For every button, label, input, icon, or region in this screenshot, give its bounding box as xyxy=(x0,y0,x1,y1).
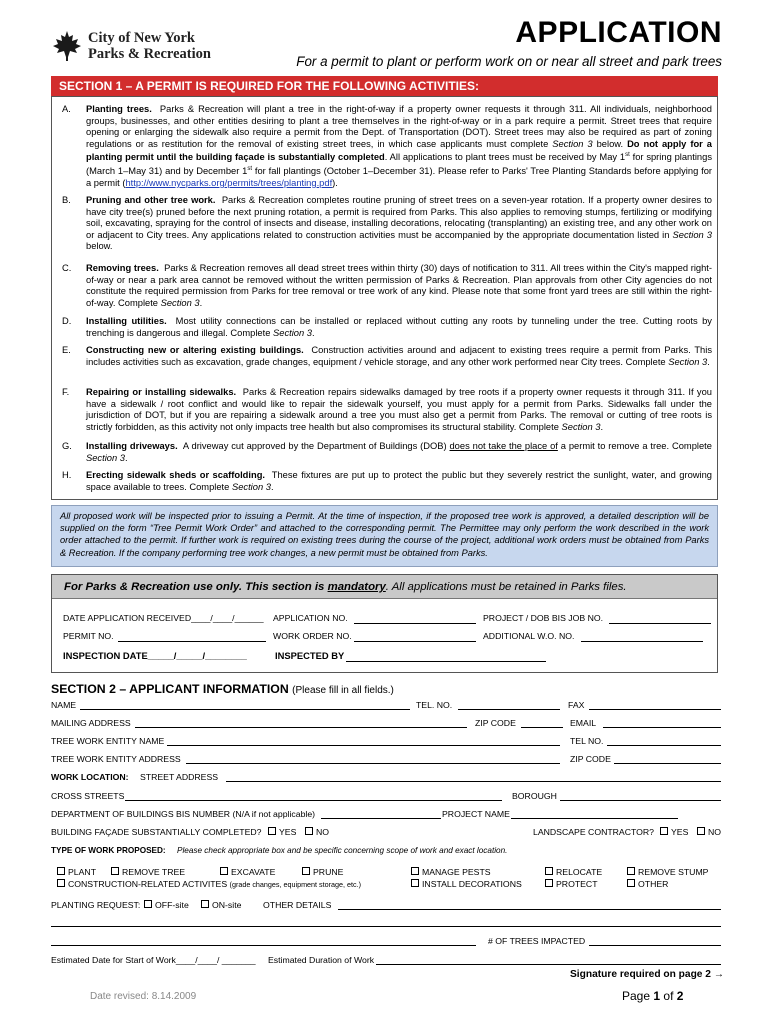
option-label: INSTALL DECORATIONS xyxy=(422,879,522,889)
option-label: PRUNE xyxy=(313,867,344,877)
mailing-address-label: MAILING ADDRESS xyxy=(51,718,131,728)
other-details-line-3[interactable] xyxy=(51,945,476,946)
option-label: REMOVE TREE xyxy=(122,867,186,877)
facade-yes-option[interactable] xyxy=(268,827,296,837)
entity-address-label: TREE WORK ENTITY ADDRESS xyxy=(51,754,181,764)
option-label: NO xyxy=(708,827,722,837)
duration-field[interactable] xyxy=(376,964,721,965)
work-other-option[interactable] xyxy=(627,879,668,889)
option-label: MANAGE PESTS xyxy=(422,867,491,877)
option-label: REMOVE STUMP xyxy=(638,867,709,877)
application-no-field[interactable] xyxy=(354,623,476,624)
parks-head-rest: . All applications must be retained in Parks files. xyxy=(385,581,627,593)
on-site-option[interactable] xyxy=(201,900,241,910)
trees-impacted-label: # OF TREES IMPACTED xyxy=(488,936,586,946)
application-no-label: APPLICATION NO. xyxy=(273,613,348,623)
item-title: Installing driveways. xyxy=(86,441,178,451)
item-text: . xyxy=(311,327,315,338)
date-revised: Date revised: 8.14.2009 xyxy=(90,991,197,1002)
fax-field[interactable] xyxy=(589,709,721,710)
work-order-no-label: WORK ORDER NO. xyxy=(273,631,352,641)
work-manage-pests-option[interactable] xyxy=(411,867,491,877)
parks-head-underline: mandatory xyxy=(327,581,386,593)
option-label: ON-site xyxy=(212,900,242,910)
entity-tel-field[interactable] xyxy=(607,745,721,746)
option-label: OTHER xyxy=(638,879,669,889)
checkbox[interactable] xyxy=(545,867,553,875)
cross-streets-field[interactable] xyxy=(125,800,502,801)
borough-label: BOROUGH xyxy=(512,791,557,801)
activity-item-d xyxy=(62,316,712,339)
item-text: These fixtures are put up to protect the public but they severely restrict the sunlight, water, and growing space available to trees. Complete xyxy=(86,470,712,492)
permit-no-field[interactable] xyxy=(118,641,266,642)
additional-wo-label: ADDITIONAL W.O. NO. xyxy=(483,631,575,641)
item-text: . xyxy=(600,421,604,432)
entity-tel-label: TEL NO. xyxy=(570,736,604,746)
checkbox[interactable] xyxy=(411,867,419,875)
option-label: PROTECT xyxy=(556,879,598,889)
checkbox[interactable] xyxy=(627,867,635,875)
mailing-address-field[interactable] xyxy=(135,727,467,728)
activity-item-e xyxy=(62,345,712,368)
page-title: APPLICATION xyxy=(515,16,722,49)
work-order-no-field[interactable] xyxy=(354,641,476,642)
item-text: Parks & Recreation removes all dead street trees within thirty (30) days of notification to 311. All trees within the City's mapped right-of-way or near a park area cannot be removed without the written permission of Parks & Recreation. Plan approvals from other City agencies do not constitute the required permission from Parks for tree removal or tree work of any kind. Please note that some front yard trees are still within the right-of-way. Complete xyxy=(86,263,712,308)
project-dob-label: PROJECT / DOB BIS JOB NO. xyxy=(483,613,604,623)
checkbox[interactable] xyxy=(411,879,419,887)
inspected-by-field[interactable] xyxy=(346,661,546,662)
duration-label: Estimated Duration of Work xyxy=(268,955,375,965)
entity-address-field[interactable] xyxy=(186,763,560,764)
section-ref: Section 3 xyxy=(86,452,125,463)
item-text: for fall plantings (October 1–December 31). Please refer to Parks' Tree Planting Standards before applying for a permit ( xyxy=(86,166,713,188)
name-field[interactable] xyxy=(80,709,410,710)
maple-leaf-icon xyxy=(52,30,82,62)
item-text: Parks & Recreation repairs sidewalks damaged by tree roots if a property owner requests it through 311. If you have a sidewalk / root conflict and would like to repair the sidewalk yourself, you must apply for a permit from Parks. Sidewalks fall under the jurisdiction of DOT, but if you are repairing a sidewalk around a tree you must also get a permit from Parks. The removal or cutting of tree roots is strictly forbidden, as this activity not only impacts tree health but also compromises its structural stability. Complete xyxy=(86,387,712,432)
checkbox[interactable] xyxy=(201,900,209,908)
zip-label: ZIP CODE xyxy=(475,718,516,728)
item-title: Installing utilities. xyxy=(86,316,167,326)
item-text: for spring plantings (March 1–May 31) and by December 1 xyxy=(86,152,712,177)
item-text: ). xyxy=(332,177,338,188)
zip-field[interactable] xyxy=(521,727,563,728)
option-label: EXCAVATE xyxy=(231,867,276,877)
item-text: . All applications to plant trees must be received by May 1 xyxy=(384,152,626,163)
org-line1: City of New York xyxy=(88,30,195,46)
option-label: RELOCATE xyxy=(556,867,603,877)
item-letter: H. xyxy=(62,470,72,480)
item-text: Parks & Recreation completes routine pruning of street trees on a seven-year rotation. If a property owner desires to have city tree(s) pruned before the next pruning rotation, a permit is required from Parks. This also applies to removing stumps, fertilizing or modifying soil, excavating, spraying for the control of insects and disease, installing decorations, relocating (transplanting) an existing tree, and any other work on or adjacent to City trees. Any applications related to construction activities must be accompanied by the appropriate documentation listed in xyxy=(86,195,712,240)
borough-field[interactable] xyxy=(560,800,721,801)
entity-zip-label: ZIP CODE xyxy=(570,754,611,764)
work-construction-option[interactable] xyxy=(57,879,361,889)
signature-note xyxy=(570,969,724,980)
section2-note: (Please fill in all fields.) xyxy=(292,685,394,696)
section-ref: Section 3 xyxy=(668,356,708,367)
checkbox[interactable] xyxy=(545,879,553,887)
work-remove-tree-option[interactable] xyxy=(111,867,185,877)
inspection-notice: All proposed work will be inspected prior to issuing a Permit. At the time of inspection, if the proposed tree work is approved, a detailed description will be supplied on the form “Tree Permit Work Order” and attached to the corresponding permit. The Permittee may only perform the work described in the work order attached to the permit. If further work is required on existing trees during the course of the project, additional work orders must be obtained from Parks & Recreation. If the company performing tree work changes, a new permit must be obtained from Parks. xyxy=(51,505,718,567)
item-title: Pruning and other tree work. xyxy=(86,195,216,205)
page-total: 2 xyxy=(676,989,684,1003)
inspection-date-field[interactable]: INSPECTION DATE_____/_____/________ xyxy=(63,650,247,661)
entity-name-label: TREE WORK ENTITY NAME xyxy=(51,736,165,746)
off-site-option[interactable] xyxy=(144,900,189,910)
other-details-label: OTHER DETAILS xyxy=(263,900,332,910)
checkbox[interactable] xyxy=(220,867,228,875)
project-name-field[interactable] xyxy=(511,818,678,819)
checkbox[interactable] xyxy=(660,827,668,835)
item-underline-text: does not take the place of xyxy=(449,441,558,451)
item-bold-text: Do not apply for a planting permit until the building façade is substantially completed xyxy=(86,138,712,163)
option-label: OFF-site xyxy=(155,900,189,910)
item-letter: G. xyxy=(62,441,72,451)
start-date-field[interactable]: Estimated Date for Start of Work____/____/ _______ xyxy=(51,955,256,965)
entity-zip-field[interactable] xyxy=(614,763,721,764)
checkbox[interactable] xyxy=(697,827,705,835)
item-title: Erecting sidewalk sheds or scaffolding. xyxy=(86,470,265,480)
option-label: CONSTRUCTION-RELATED ACTIVITES xyxy=(68,879,228,889)
section2-heading xyxy=(51,682,394,696)
activity-item-c xyxy=(62,263,712,309)
work-plant-option[interactable] xyxy=(57,867,96,877)
superscript: st xyxy=(247,166,253,173)
street-address-label: STREET ADDRESS xyxy=(140,772,219,782)
item-text: . xyxy=(124,452,128,463)
item-text: below. xyxy=(86,241,113,252)
item-title: Constructing new or altering existing buildings. xyxy=(86,345,304,355)
item-letter: F. xyxy=(62,387,70,397)
option-label: PLANT xyxy=(68,867,97,877)
option-note: (grade changes, equipment storage, etc.) xyxy=(229,880,361,889)
section-ref: Section 3 xyxy=(160,297,200,308)
work-remove-stump-option[interactable] xyxy=(627,867,708,877)
landscape-no-option[interactable] xyxy=(697,827,721,837)
work-type-note: Please check appropriate box and be specific concerning scope of work and exact location. xyxy=(177,846,508,855)
additional-wo-field[interactable] xyxy=(581,641,703,642)
section-ref: Section 3 xyxy=(552,138,593,149)
project-name-label: PROJECT NAME xyxy=(442,809,510,819)
checkbox[interactable] xyxy=(111,867,119,875)
checkbox[interactable] xyxy=(302,867,310,875)
planting-standards-link[interactable]: http://www.nycparks.org/permits/trees/planting.pdf xyxy=(125,177,333,188)
section-ref: Section 3 xyxy=(273,327,312,338)
option-label: YES xyxy=(671,827,689,837)
page-subtitle: For a permit to plant or perform work on or near all street and park trees xyxy=(296,54,722,69)
section-ref: Section 3 xyxy=(561,421,601,432)
item-text: a permit to remove a tree. Complete xyxy=(560,441,712,451)
checkbox[interactable] xyxy=(627,879,635,887)
planting-request-label: PLANTING REQUEST: xyxy=(51,900,141,910)
checkbox[interactable] xyxy=(57,879,65,887)
trees-impacted-field[interactable] xyxy=(589,945,721,946)
name-label: NAME xyxy=(51,700,77,710)
item-text: . xyxy=(199,297,203,308)
dob-bis-field[interactable] xyxy=(321,818,441,819)
item-title: Removing trees. xyxy=(86,263,159,273)
project-dob-field[interactable] xyxy=(609,623,711,624)
activity-item-f xyxy=(62,387,712,433)
inspected-by-label: INSPECTED BY xyxy=(275,650,345,661)
section1-heading: SECTION 1 – A PERMIT IS REQUIRED FOR THE FOLLOWING ACTIVITIES: xyxy=(51,76,718,96)
superscript: st xyxy=(625,152,630,159)
section-ref: Section 3 xyxy=(231,481,271,492)
checkbox[interactable] xyxy=(305,827,313,835)
org-line2: Parks & Recreation xyxy=(88,46,211,62)
work-install-decorations-option[interactable] xyxy=(411,879,522,889)
work-prune-option[interactable] xyxy=(302,867,343,877)
item-letter: B. xyxy=(62,195,71,205)
section-ref: Section 3 xyxy=(672,229,712,240)
page-current: 1 xyxy=(653,989,661,1003)
item-text: below. xyxy=(596,138,624,149)
item-letter: E. xyxy=(62,345,71,355)
arrow-right-icon: → xyxy=(713,969,724,980)
parks-head-bold: For Parks & Recreation use only. This section is xyxy=(64,581,325,593)
date-received-field[interactable]: DATE APPLICATION RECEIVED____/____/______ xyxy=(63,613,264,623)
item-text: A driveway cut approved by the Department of Buildings (DOB) xyxy=(182,441,447,451)
dob-bis-label: DEPARTMENT OF BUILDINGS BIS NUMBER (N/A if not applicable) xyxy=(51,809,316,819)
parks-use-heading xyxy=(52,575,717,599)
parks-logo xyxy=(52,30,211,62)
item-text: . xyxy=(270,481,274,492)
item-text: Parks & Recreation will plant a tree in the right-of-way if a property owner requests it through 311. All individuals, neighborhood groups, businesses, and other entities desiring to plant a tree themselves in the right-of-way or in a park require a permit. Street trees that require opening or enlarging the sidewalk also require a permit from the Dept. of Transportation (DOT). Street trees may also be required as part of zoning regulations or as restitution for the removal of existing street trees, in which case applicants must complete xyxy=(86,104,713,149)
work-excavate-option[interactable] xyxy=(220,867,275,877)
work-location-label: WORK LOCATION: xyxy=(51,772,129,782)
other-details-field[interactable] xyxy=(338,909,721,910)
tel-field[interactable] xyxy=(458,709,560,710)
item-letter: D. xyxy=(62,316,72,326)
activity-item-h xyxy=(62,470,712,493)
activity-item-g xyxy=(62,441,712,464)
cross-streets-label: CROSS STREETS xyxy=(51,791,125,801)
facade-complete-label: BUILDING FAÇADE SUBSTANTIALLY COMPLETED? xyxy=(51,827,262,837)
checkbox[interactable] xyxy=(144,900,152,908)
work-type-label: TYPE OF WORK PROPOSED: xyxy=(51,846,166,855)
item-text: Most utility connections can be installed or replaced without cutting any roots by tunneling under the tree. Cutting roots by trenching is dangerous and illegal. Complete xyxy=(86,316,712,338)
facade-no-option[interactable] xyxy=(305,827,329,837)
landscape-yes-option[interactable] xyxy=(660,827,688,837)
item-text: Construction activities around and adjacent to existing trees require a permit from Parks. This includes activities such as excavation, grade changes, equipment / vehicle storage, and any other work performed near City trees. Complete xyxy=(86,345,712,367)
landscape-contractor-label: LANDSCAPE CONTRACTOR? xyxy=(533,827,655,837)
other-details-line-2[interactable] xyxy=(51,926,721,927)
email-label: EMAIL xyxy=(570,718,597,728)
permit-no-label: PERMIT NO. xyxy=(63,631,114,641)
item-text: . xyxy=(707,356,710,367)
activity-item-a xyxy=(62,104,712,189)
entity-name-field[interactable] xyxy=(167,745,560,746)
tel-label: TEL. NO. xyxy=(416,700,453,710)
work-relocate-option[interactable] xyxy=(545,867,602,877)
parks-use-section xyxy=(51,574,718,673)
checkbox[interactable] xyxy=(57,867,65,875)
section2-title: SECTION 2 – APPLICANT INFORMATION xyxy=(51,682,289,696)
signature-text: Signature required on page 2 xyxy=(570,969,711,980)
item-letter: A. xyxy=(62,104,71,114)
option-label: NO xyxy=(316,827,330,837)
item-title: Planting trees. xyxy=(86,104,152,114)
street-address-field[interactable] xyxy=(226,781,721,782)
item-title: Repairing or installing sidewalks. xyxy=(86,387,237,397)
page-prefix: Page xyxy=(622,989,651,1003)
fax-label: FAX xyxy=(568,700,585,710)
option-label: YES xyxy=(279,827,297,837)
checkbox[interactable] xyxy=(268,827,276,835)
page-number xyxy=(622,989,683,1003)
activity-item-b xyxy=(62,195,712,253)
work-protect-option[interactable] xyxy=(545,879,598,889)
page-of: of xyxy=(663,989,674,1003)
email-field[interactable] xyxy=(603,727,721,728)
item-letter: C. xyxy=(62,263,72,273)
